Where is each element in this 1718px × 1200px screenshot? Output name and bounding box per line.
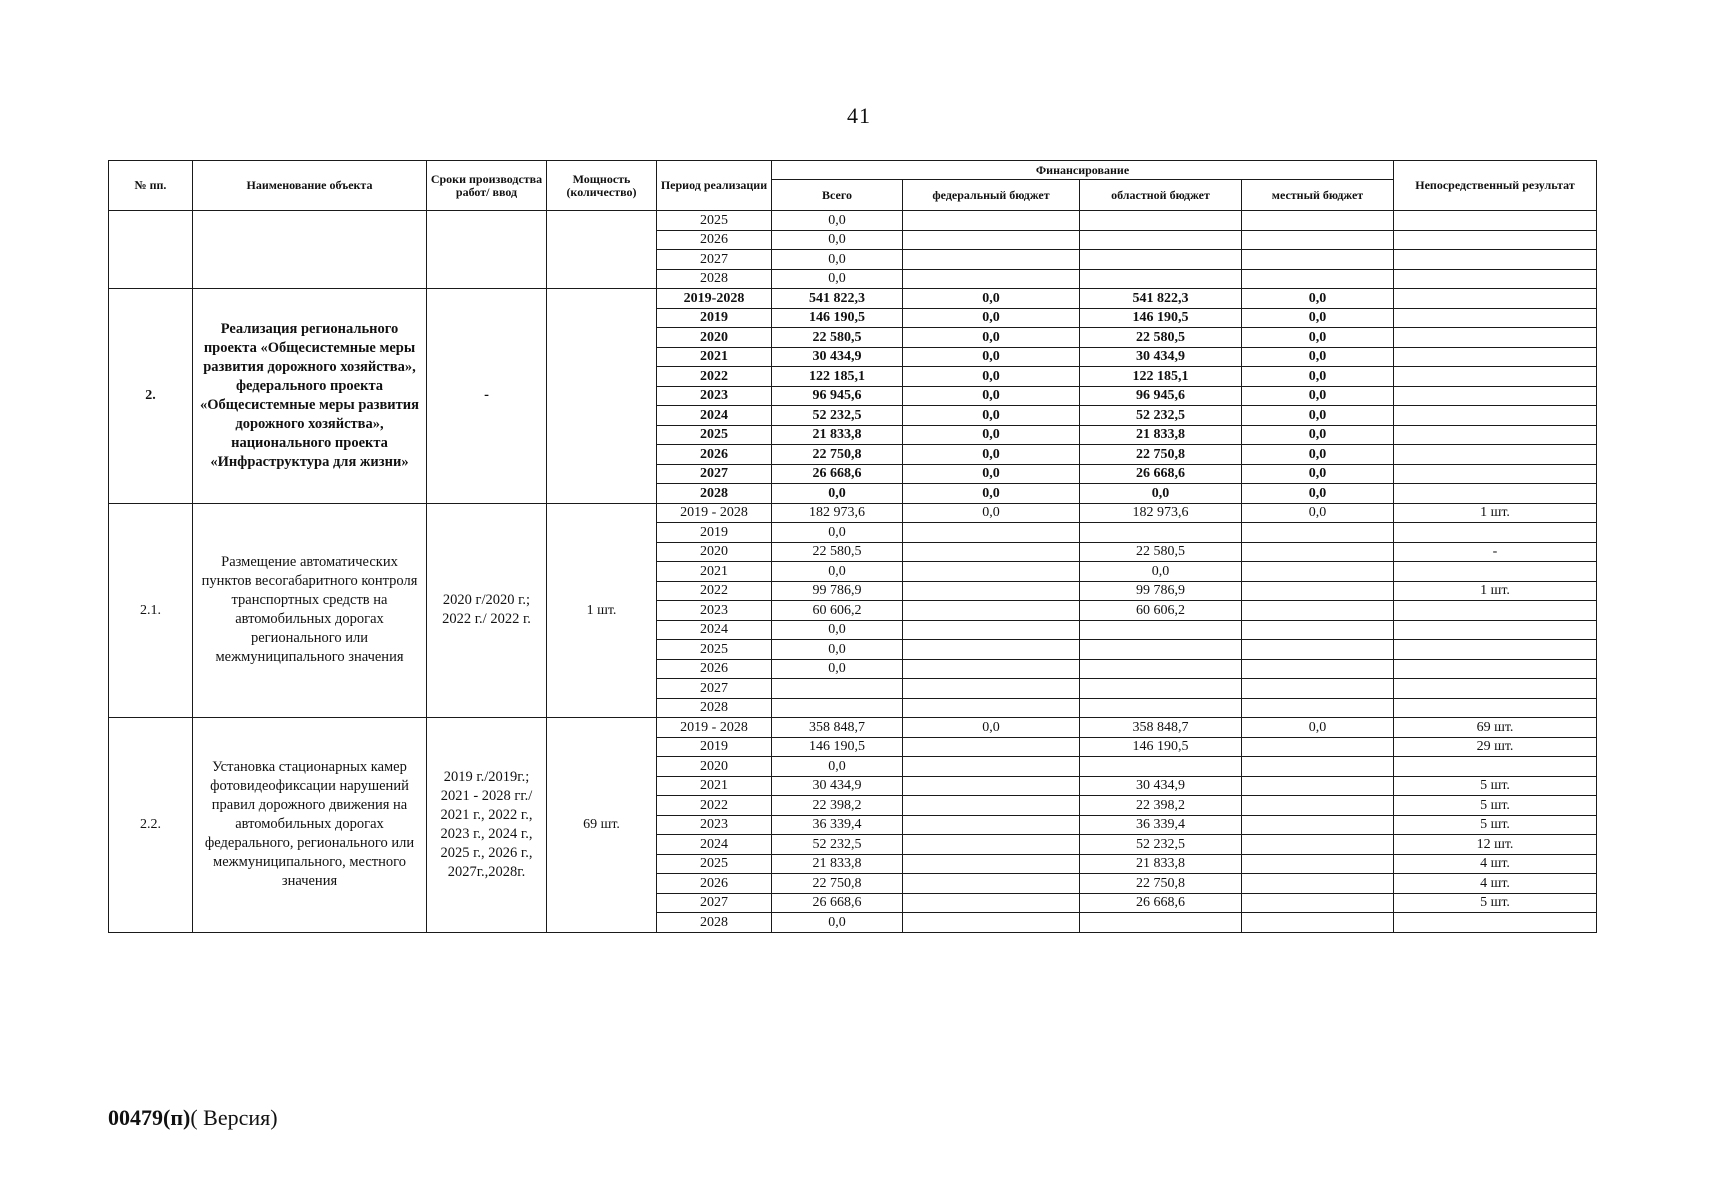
cell-period: 2019 [657,523,772,543]
cell-local [1242,230,1394,250]
cell-local: 0,0 [1242,367,1394,387]
cell-regional: 22 398,2 [1080,796,1242,816]
cell-period: 2023 [657,601,772,621]
cell-period: 2022 [657,796,772,816]
header-federal: федеральный бюджет [903,180,1080,211]
cell-federal [903,230,1080,250]
page-number: 41 [847,103,871,128]
cell-total: 21 833,8 [772,854,903,874]
cell-federal: 0,0 [903,503,1080,523]
cell-local [1242,581,1394,601]
cell-total: 22 398,2 [772,796,903,816]
cell-regional [1080,913,1242,933]
cell-period: 2024 [657,620,772,640]
cell-federal [903,776,1080,796]
cell-local [1242,854,1394,874]
cell-local [1242,679,1394,699]
cell-regional: 26 668,6 [1080,893,1242,913]
cell-federal [903,620,1080,640]
cell-period: 2025 [657,640,772,660]
cell-regional: 99 786,9 [1080,581,1242,601]
capacity: 69 шт. [547,718,657,933]
cell-local [1242,698,1394,718]
cell-local: 0,0 [1242,718,1394,738]
cell-result [1394,347,1597,367]
cell-regional: 36 339,4 [1080,815,1242,835]
cell-regional [1080,679,1242,699]
capacity [547,211,657,289]
cell-regional: 22 580,5 [1080,542,1242,562]
cell-local [1242,893,1394,913]
cell-total: 0,0 [772,230,903,250]
cell-local: 0,0 [1242,464,1394,484]
cell-local: 0,0 [1242,289,1394,309]
cell-local: 0,0 [1242,503,1394,523]
row-number: 2.2. [109,718,193,933]
cell-local [1242,640,1394,660]
table-row [109,718,1597,738]
cell-federal [903,698,1080,718]
cell-period: 2019 - 2028 [657,503,772,523]
cell-local [1242,913,1394,933]
cell-federal [903,250,1080,270]
cell-local [1242,601,1394,621]
cell-result [1394,523,1597,543]
cell-federal [903,815,1080,835]
cell-result: 12 шт. [1394,835,1597,855]
cell-regional [1080,698,1242,718]
cell-federal [903,874,1080,894]
cell-federal: 0,0 [903,328,1080,348]
cell-result [1394,230,1597,250]
cell-regional [1080,640,1242,660]
cell-federal [903,601,1080,621]
cell-result: 5 шт. [1394,776,1597,796]
cell-regional: 358 848,7 [1080,718,1242,738]
cell-federal [903,523,1080,543]
cell-period: 2027 [657,893,772,913]
cell-federal [903,640,1080,660]
cell-result [1394,484,1597,504]
cell-total: 0,0 [772,269,903,289]
cell-federal [903,581,1080,601]
cell-local [1242,542,1394,562]
cell-period: 2019 [657,308,772,328]
object-name: Установка стационарных камер фотовидеофиксации нарушений правил дорожного движения на автомобильных дорогах федерального, регионального или межмуниципального, местного значения [193,718,427,933]
cell-regional: 30 434,9 [1080,347,1242,367]
cell-local [1242,874,1394,894]
cell-period: 2020 [657,542,772,562]
cell-result [1394,425,1597,445]
cell-period: 2028 [657,484,772,504]
cell-regional: 541 822,3 [1080,289,1242,309]
cell-local [1242,835,1394,855]
cell-total: 22 750,8 [772,445,903,465]
cell-period: 2027 [657,250,772,270]
row-number [109,211,193,289]
cell-total: 0,0 [772,620,903,640]
cell-total: 0,0 [772,640,903,660]
cell-federal: 0,0 [903,289,1080,309]
cell-period: 2021 [657,776,772,796]
cell-result: 29 шт. [1394,737,1597,757]
cell-total: 60 606,2 [772,601,903,621]
header-local: местный бюджет [1242,180,1394,211]
cell-total: 21 833,8 [772,425,903,445]
cell-federal [903,854,1080,874]
cell-period: 2024 [657,835,772,855]
cell-period: 2025 [657,854,772,874]
cell-result: 1 шт. [1394,581,1597,601]
cell-result [1394,269,1597,289]
cell-regional [1080,250,1242,270]
header-regional: областной бюджет [1080,180,1242,211]
cell-period: 2027 [657,464,772,484]
cell-federal [903,659,1080,679]
cell-local [1242,562,1394,582]
cell-period: 2025 [657,425,772,445]
financing-table [108,160,1597,933]
cell-total: 26 668,6 [772,893,903,913]
cell-federal: 0,0 [903,484,1080,504]
cell-regional [1080,659,1242,679]
cell-local [1242,776,1394,796]
cell-period: 2027 [657,679,772,699]
cell-result [1394,386,1597,406]
cell-total: 52 232,5 [772,406,903,426]
cell-local [1242,757,1394,777]
row-number: 2.1. [109,503,193,718]
cell-period: 2020 [657,757,772,777]
cell-total: 0,0 [772,757,903,777]
cell-federal: 0,0 [903,386,1080,406]
cell-total: 99 786,9 [772,581,903,601]
cell-result [1394,620,1597,640]
table-row [109,211,1597,231]
cell-federal: 0,0 [903,367,1080,387]
work-terms: - [427,289,547,504]
object-name: Размещение автоматических пунктов весогабаритного контроля транспортных средств на автомобильных дорогах регионального или межмуниципального значения [193,503,427,718]
cell-local: 0,0 [1242,445,1394,465]
cell-regional: 96 945,6 [1080,386,1242,406]
cell-local: 0,0 [1242,328,1394,348]
table-header [109,161,1597,211]
cell-result [1394,562,1597,582]
cell-result [1394,367,1597,387]
cell-result [1394,601,1597,621]
cell-regional: 52 232,5 [1080,406,1242,426]
cell-regional [1080,211,1242,231]
cell-total: 0,0 [772,562,903,582]
table-row [109,289,1597,309]
cell-federal [903,679,1080,699]
cell-total: 0,0 [772,211,903,231]
cell-period: 2023 [657,386,772,406]
cell-total: 0,0 [772,250,903,270]
cell-result [1394,308,1597,328]
cell-local [1242,250,1394,270]
cell-period: 2020 [657,328,772,348]
cell-local [1242,523,1394,543]
cell-period: 2021 [657,562,772,582]
header-capacity: Мощность (количество) [547,161,657,211]
cell-local: 0,0 [1242,425,1394,445]
cell-regional: 146 190,5 [1080,308,1242,328]
cell-result [1394,913,1597,933]
cell-regional: 122 185,1 [1080,367,1242,387]
cell-total: 0,0 [772,484,903,504]
cell-total: 36 339,4 [772,815,903,835]
work-terms: 2020 г/2020 г.; 2022 г./ 2022 г. [427,503,547,718]
cell-local: 0,0 [1242,406,1394,426]
cell-result: 5 шт. [1394,796,1597,816]
cell-regional: 182 973,6 [1080,503,1242,523]
cell-result [1394,289,1597,309]
cell-federal: 0,0 [903,347,1080,367]
cell-total: 0,0 [772,659,903,679]
cell-federal [903,835,1080,855]
cell-result: - [1394,542,1597,562]
cell-regional: 146 190,5 [1080,737,1242,757]
capacity [547,289,657,504]
object-name [193,211,427,289]
cell-local [1242,737,1394,757]
cell-local: 0,0 [1242,347,1394,367]
cell-result: 5 шт. [1394,815,1597,835]
cell-total: 182 973,6 [772,503,903,523]
cell-result: 4 шт. [1394,874,1597,894]
header-num: № пп. [109,161,193,211]
cell-regional: 0,0 [1080,562,1242,582]
cell-total: 96 945,6 [772,386,903,406]
header-result: Непосредственный результат [1394,161,1597,211]
document-code: 00479(п) [108,1105,191,1130]
cell-federal [903,796,1080,816]
document-footer [108,1105,278,1131]
cell-result [1394,757,1597,777]
row-number: 2. [109,289,193,504]
cell-regional [1080,757,1242,777]
cell-period: 2028 [657,698,772,718]
cell-period: 2026 [657,445,772,465]
cell-period: 2021 [657,347,772,367]
cell-result [1394,698,1597,718]
cell-regional: 52 232,5 [1080,835,1242,855]
cell-local [1242,269,1394,289]
header-period: Период реализации [657,161,772,211]
cell-regional: 22 580,5 [1080,328,1242,348]
cell-local: 0,0 [1242,484,1394,504]
cell-period: 2026 [657,659,772,679]
table-row [109,503,1597,523]
cell-local [1242,796,1394,816]
cell-result [1394,328,1597,348]
cell-federal [903,757,1080,777]
cell-federal [903,893,1080,913]
cell-result [1394,211,1597,231]
cell-total: 541 822,3 [772,289,903,309]
cell-federal [903,913,1080,933]
cell-result: 69 шт. [1394,718,1597,738]
header-terms: Сроки производства работ/ ввод [427,161,547,211]
cell-local [1242,211,1394,231]
cell-local: 0,0 [1242,308,1394,328]
cell-result [1394,250,1597,270]
cell-federal: 0,0 [903,425,1080,445]
cell-federal: 0,0 [903,406,1080,426]
cell-regional: 22 750,8 [1080,445,1242,465]
capacity: 1 шт. [547,503,657,718]
cell-total: 26 668,6 [772,464,903,484]
document-version: ( Версия) [190,1105,278,1130]
cell-total: 52 232,5 [772,835,903,855]
cell-result: 4 шт. [1394,854,1597,874]
cell-local [1242,659,1394,679]
cell-total [772,698,903,718]
cell-federal [903,542,1080,562]
cell-federal [903,211,1080,231]
cell-total: 22 750,8 [772,874,903,894]
work-terms: 2019 г./2019г.; 2021 - 2028 гг./ 2021 г., 2022 г., 2023 г., 2024 г., 2025 г., 2026 г., 2027г.,2028г. [427,718,547,933]
cell-period: 2028 [657,269,772,289]
cell-result: 1 шт. [1394,503,1597,523]
cell-federal [903,562,1080,582]
cell-total: 146 190,5 [772,308,903,328]
cell-result: 5 шт. [1394,893,1597,913]
cell-regional [1080,523,1242,543]
cell-local: 0,0 [1242,386,1394,406]
cell-federal: 0,0 [903,308,1080,328]
cell-period: 2026 [657,230,772,250]
cell-period: 2026 [657,874,772,894]
cell-period: 2022 [657,367,772,387]
object-name: Реализация регионального проекта «Общесистемные меры развития дорожного хозяйства», федерального проекта «Общесистемные меры развития дорожного хозяйства», национального проекта «Инфраструктура для жизни» [193,289,427,504]
cell-total: 146 190,5 [772,737,903,757]
header-name: Наименование объекта [193,161,427,211]
cell-result [1394,659,1597,679]
cell-result [1394,679,1597,699]
header-total: Всего [772,180,903,211]
cell-regional [1080,230,1242,250]
cell-regional: 60 606,2 [1080,601,1242,621]
cell-total: 30 434,9 [772,347,903,367]
cell-result [1394,445,1597,465]
cell-result [1394,406,1597,426]
cell-period: 2019 - 2028 [657,718,772,738]
cell-total: 22 580,5 [772,542,903,562]
cell-regional [1080,269,1242,289]
cell-regional: 21 833,8 [1080,425,1242,445]
cell-federal: 0,0 [903,464,1080,484]
cell-total: 0,0 [772,913,903,933]
cell-period: 2024 [657,406,772,426]
cell-total: 358 848,7 [772,718,903,738]
cell-period: 2028 [657,913,772,933]
table-body [109,211,1597,933]
cell-regional: 26 668,6 [1080,464,1242,484]
cell-regional: 22 750,8 [1080,874,1242,894]
cell-regional: 21 833,8 [1080,854,1242,874]
cell-period: 2023 [657,815,772,835]
cell-period: 2019 [657,737,772,757]
cell-federal [903,269,1080,289]
cell-period: 2025 [657,211,772,231]
cell-local [1242,620,1394,640]
work-terms [427,211,547,289]
cell-result [1394,464,1597,484]
cell-regional: 0,0 [1080,484,1242,504]
cell-result [1394,640,1597,660]
cell-total: 0,0 [772,523,903,543]
cell-federal: 0,0 [903,718,1080,738]
cell-regional: 30 434,9 [1080,776,1242,796]
cell-period: 2019-2028 [657,289,772,309]
cell-local [1242,815,1394,835]
cell-federal: 0,0 [903,445,1080,465]
header-financing: Финансирование [772,161,1394,180]
cell-period: 2022 [657,581,772,601]
cell-federal [903,737,1080,757]
cell-total [772,679,903,699]
cell-total: 30 434,9 [772,776,903,796]
cell-total: 22 580,5 [772,328,903,348]
cell-total: 122 185,1 [772,367,903,387]
cell-regional [1080,620,1242,640]
